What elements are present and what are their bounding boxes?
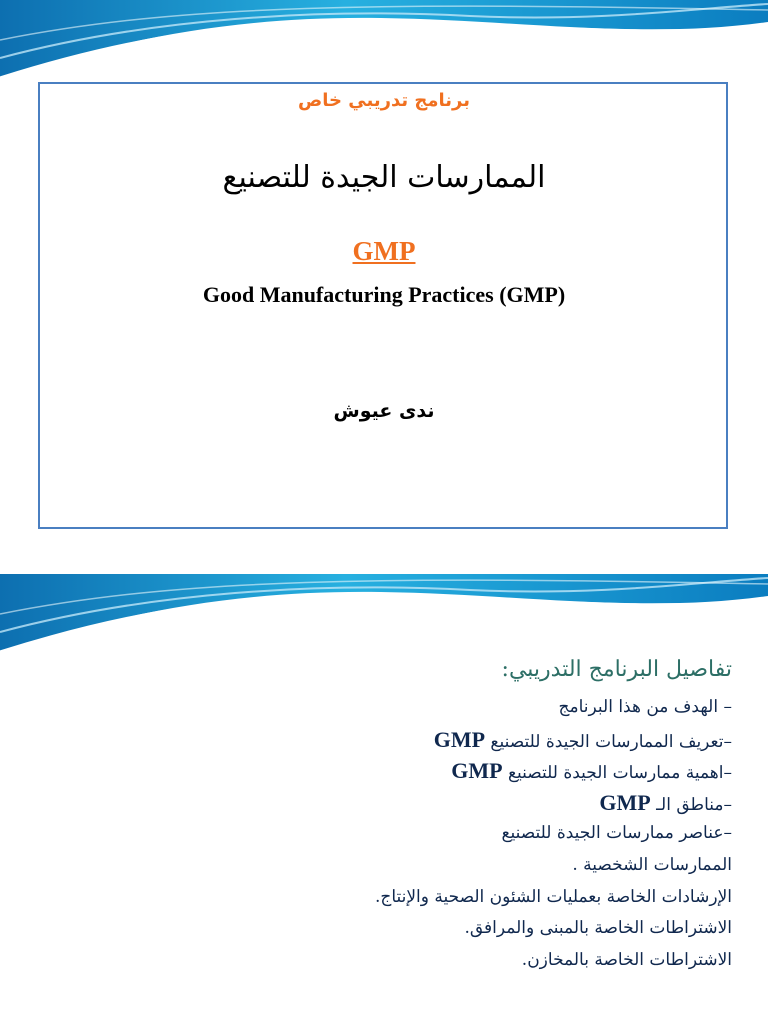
slide-title: الممارسات الجيدة للتصنيع	[222, 160, 546, 195]
agenda-item	[72, 882, 732, 914]
agenda-item	[72, 945, 732, 977]
agenda-heading: تفاصيل البرنامج التدريبي:	[501, 657, 732, 682]
agenda-item-text: –تعريف الممارسات الجيدة للتصنيع	[485, 731, 732, 752]
agenda-item-text: الاشتراطات الخاصة بالمخازن.	[521, 949, 732, 970]
agenda-list-container	[72, 652, 732, 976]
agenda-slide	[0, 574, 768, 1024]
agenda-item	[72, 724, 732, 756]
agenda-item-acronym: GMP	[433, 726, 486, 752]
agenda-item-text: – الهدف من هذا البرنامج	[558, 697, 732, 717]
agenda-item-text: –عناصر ممارسات الجيدة للتصنيع	[501, 823, 732, 844]
agenda-item-text: الممارسات الشخصية .	[572, 854, 732, 875]
header-wave-decoration	[0, 574, 768, 654]
agenda-item-text: الاشتراطات الخاصة بالمبنى والمرافق.	[464, 918, 732, 939]
agenda-item	[72, 755, 732, 787]
agenda-item	[72, 818, 732, 850]
agenda-item	[72, 692, 732, 724]
program-subtitle: برنامج تدريبي خاص	[298, 90, 470, 111]
agenda-item	[72, 787, 732, 819]
agenda-item-acronym: GMP	[599, 789, 651, 815]
agenda-list	[72, 692, 732, 976]
english-title: Good Manufacturing Practices (GMP)	[202, 282, 566, 307]
agenda-item	[72, 850, 732, 882]
slide-separator	[0, 562, 768, 574]
agenda-item-text: الإرشادات الخاصة بعمليات الشئون الصحية والإنتاج.	[374, 886, 732, 907]
header-wave-decoration	[0, 0, 768, 80]
agenda-item-text: –اهمية ممارسات الجيدة للتصنيع	[502, 763, 732, 784]
agenda-item-text: –مناطق الـ	[650, 794, 732, 815]
agenda-item-acronym: GMP	[451, 758, 503, 784]
author-name: ندى عيوش	[333, 400, 435, 422]
acronym-title: GMP	[352, 236, 416, 266]
agenda-item	[72, 913, 732, 945]
